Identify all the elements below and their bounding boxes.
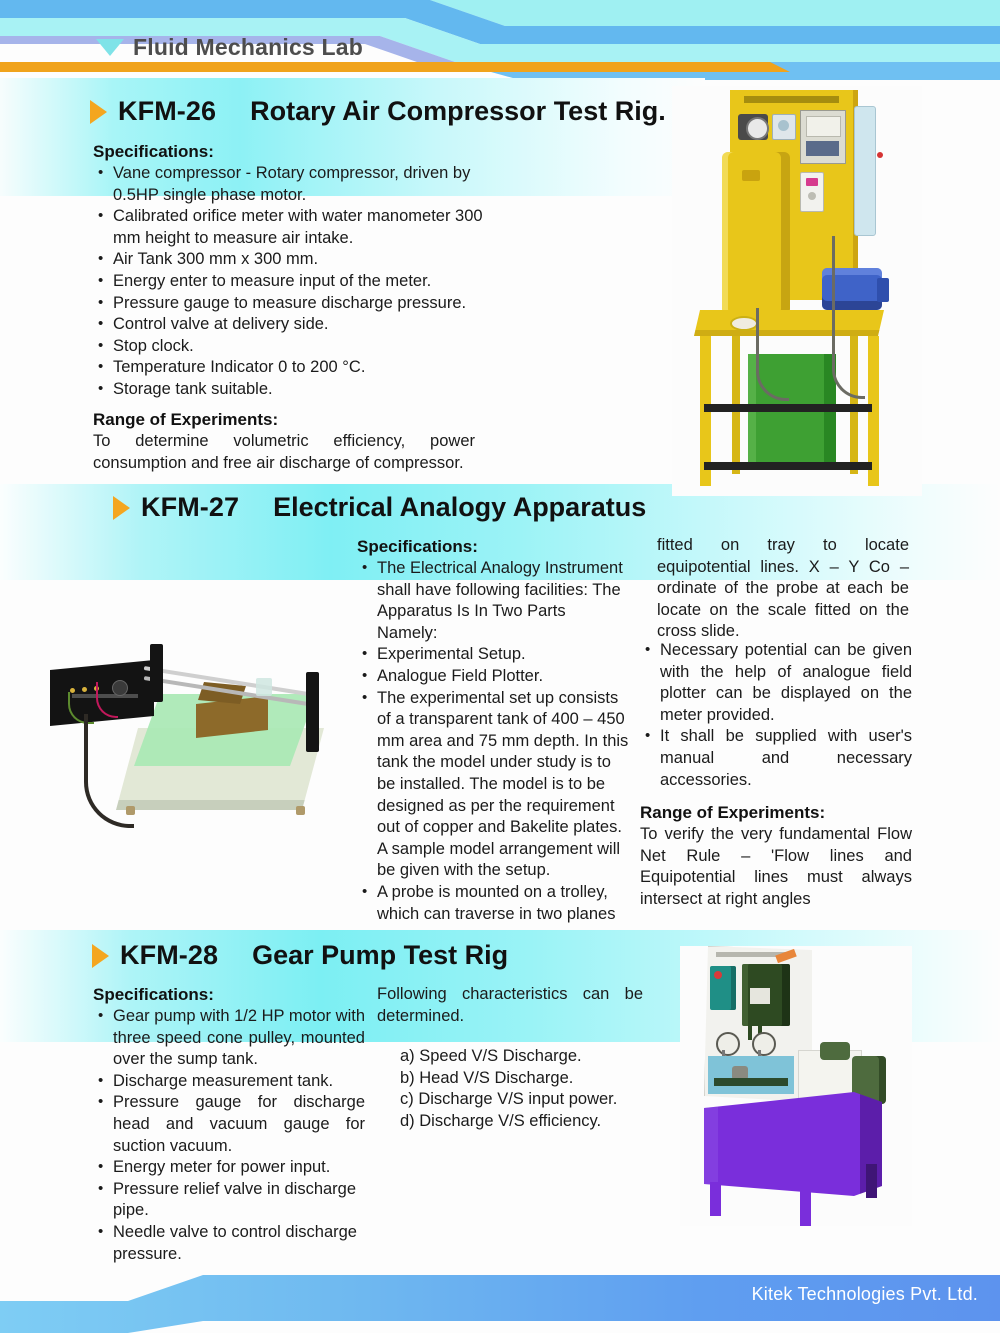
rotary-air-compressor-test-rig-photo	[672, 86, 922, 496]
compressor-panel-label	[744, 96, 839, 103]
list-item: b) Head V/S Discharge.	[400, 1068, 574, 1087]
support-post	[306, 672, 319, 752]
pressure-gauge-icon	[738, 114, 768, 140]
spec-heading-kfm26: Specifications:	[93, 142, 214, 161]
triangle-right-icon	[90, 100, 107, 124]
triangle-right-icon	[92, 944, 109, 968]
stand-crossbar	[704, 404, 872, 412]
list-item: • Calibrated orifice meter with water manometer 300 mm height to measure air intake.	[93, 206, 513, 249]
product-code: KFM-26	[118, 96, 217, 126]
product-title: Electrical Analogy Apparatus	[273, 492, 647, 522]
list-item: • Necessary potential can be given with the help of analogue field plotter can be displayed on the meter provided.	[640, 640, 912, 726]
list-item: • Analogue Field Plotter.	[357, 666, 629, 688]
meter-bracket	[748, 1024, 752, 1040]
control-valve	[742, 170, 760, 181]
spec-list-kfm27-col1	[357, 558, 629, 925]
list-item: • Control valve at delivery side.	[93, 314, 513, 336]
spec-list-kfm28	[93, 1006, 365, 1265]
energy-meter	[742, 964, 790, 1026]
triangle-right-icon	[113, 496, 130, 520]
list-item: • Air Tank 300 mm x 300 mm.	[93, 249, 513, 271]
pressure-gauge-icon	[716, 1032, 740, 1056]
list-item: • It shall be supplied with user's manual and necessary accessories.	[640, 726, 912, 791]
stand-crossbar	[704, 462, 872, 470]
spec-heading-kfm27: Specifications:	[357, 537, 478, 556]
sump-tank	[704, 1092, 882, 1196]
list-item: • Needle valve to control discharge pressure.	[93, 1222, 365, 1265]
list-item: • Stop clock.	[93, 336, 513, 358]
electrical-analogy-apparatus-photo	[38, 636, 350, 854]
product-heading-kfm27	[113, 492, 646, 523]
list-item: • Vane compressor - Rotary compressor, driven by 0.5HP single phase motor.	[93, 163, 513, 206]
product-heading-kfm28	[92, 940, 508, 971]
list-item: • Experimental Setup.	[357, 644, 629, 666]
control-switch	[772, 114, 796, 140]
piping-diagram-plate	[708, 1056, 794, 1094]
header-orange-rule	[0, 62, 790, 72]
motor-cap	[877, 278, 889, 302]
list-item: • Discharge measurement tank.	[93, 1071, 365, 1093]
characteristics-list-kfm28	[400, 1046, 660, 1132]
vacuum-gauge-icon	[752, 1032, 776, 1056]
list-item: • Gear pump with 1/2 HP motor with three speed cone pulley, mounted over the sump tank.	[93, 1006, 365, 1071]
cone-pulley	[820, 1042, 850, 1060]
manometer-tube	[854, 106, 876, 236]
triangle-down-icon	[96, 39, 124, 56]
list-item: • Temperature Indicator 0 to 200 °C.	[93, 357, 513, 379]
support-post	[150, 644, 163, 702]
probe-trolley	[256, 678, 272, 696]
indicator-light	[877, 152, 883, 158]
product-code: KFM-27	[141, 492, 240, 522]
product-title: Gear Pump Test Rig	[252, 940, 509, 970]
range-text-kfm27: To verify the very fundamental Flow Net Rule – 'Flow lines and Equipotential lines must always intersect at right angles	[640, 825, 912, 908]
product-title: Rotary Air Compressor Test Rig.	[250, 96, 666, 126]
characteristics-intro-kfm28: Following characteristics can be determined.	[377, 985, 643, 1025]
sump-leg	[800, 1190, 811, 1226]
list-item: d) Discharge V/S efficiency.	[400, 1111, 602, 1130]
spec-list-kfm26	[93, 163, 513, 401]
page-section-label	[96, 34, 363, 61]
base-foot	[126, 806, 135, 815]
energy-meter	[800, 110, 846, 164]
starter-box	[800, 172, 824, 212]
product-heading-kfm26	[90, 96, 666, 127]
list-item: • Storage tank suitable.	[93, 379, 513, 401]
bench-hole	[730, 316, 758, 331]
range-text-kfm26: To determine volumetric efficiency, power consumption and free air discharge of compressor.	[93, 432, 475, 472]
gear-pump-test-rig-photo	[680, 946, 912, 1226]
list-item: • The Electrical Analogy Instrument shall have following facilities: The Apparatus Is In Two Parts Namely:	[357, 558, 629, 644]
spec-heading-kfm28: Specifications:	[93, 985, 214, 1004]
starter-box	[710, 966, 736, 1010]
page-section-label-text: Fluid Mechanics Lab	[133, 34, 364, 60]
range-heading-kfm26: Range of Experiments:	[93, 410, 279, 429]
list-item: • Pressure gauge for discharge head and vacuum gauge for suction vacuum.	[93, 1092, 365, 1157]
footer-company-name: Kitek Technologies Pvt. Ltd.	[751, 1284, 978, 1304]
hose	[756, 308, 789, 401]
sump-leg	[866, 1164, 877, 1198]
hose	[832, 236, 865, 399]
list-item: • Energy enter to measure input of the meter.	[93, 271, 513, 293]
sump-leg	[710, 1182, 721, 1216]
base-foot	[296, 806, 305, 815]
list-item: • The experimental set up consists of a transparent tank of 400 – 450 mm area and 75 mm depth. In this tank the model under study is to be installed. The model is to be designed as per the requirement out of copper and Bakelite plates. A sample model arrangement will be given with the setup.	[357, 688, 629, 882]
list-item: • A probe is mounted on a trolley, which can traverse in two planes	[357, 882, 629, 925]
list-item: • Pressure gauge to measure discharge pressure.	[93, 293, 513, 315]
list-item: c) Discharge V/S input power.	[400, 1090, 618, 1109]
list-item: • Pressure relief valve in discharge pipe.	[93, 1179, 365, 1222]
product-code: KFM-28	[120, 940, 219, 970]
list-item: • Energy meter for power input.	[93, 1157, 365, 1179]
spec-continuation-kfm27: fitted on tray to locate equipotential lines. X – Y Co – ordinate of the probe at each be locate on the scale fitted on the cross slide.	[657, 536, 909, 641]
range-heading-kfm27: Range of Experiments:	[640, 803, 826, 822]
list-item: a) Speed V/S Discharge.	[400, 1047, 582, 1065]
spec-list-kfm27-col2	[640, 640, 912, 791]
